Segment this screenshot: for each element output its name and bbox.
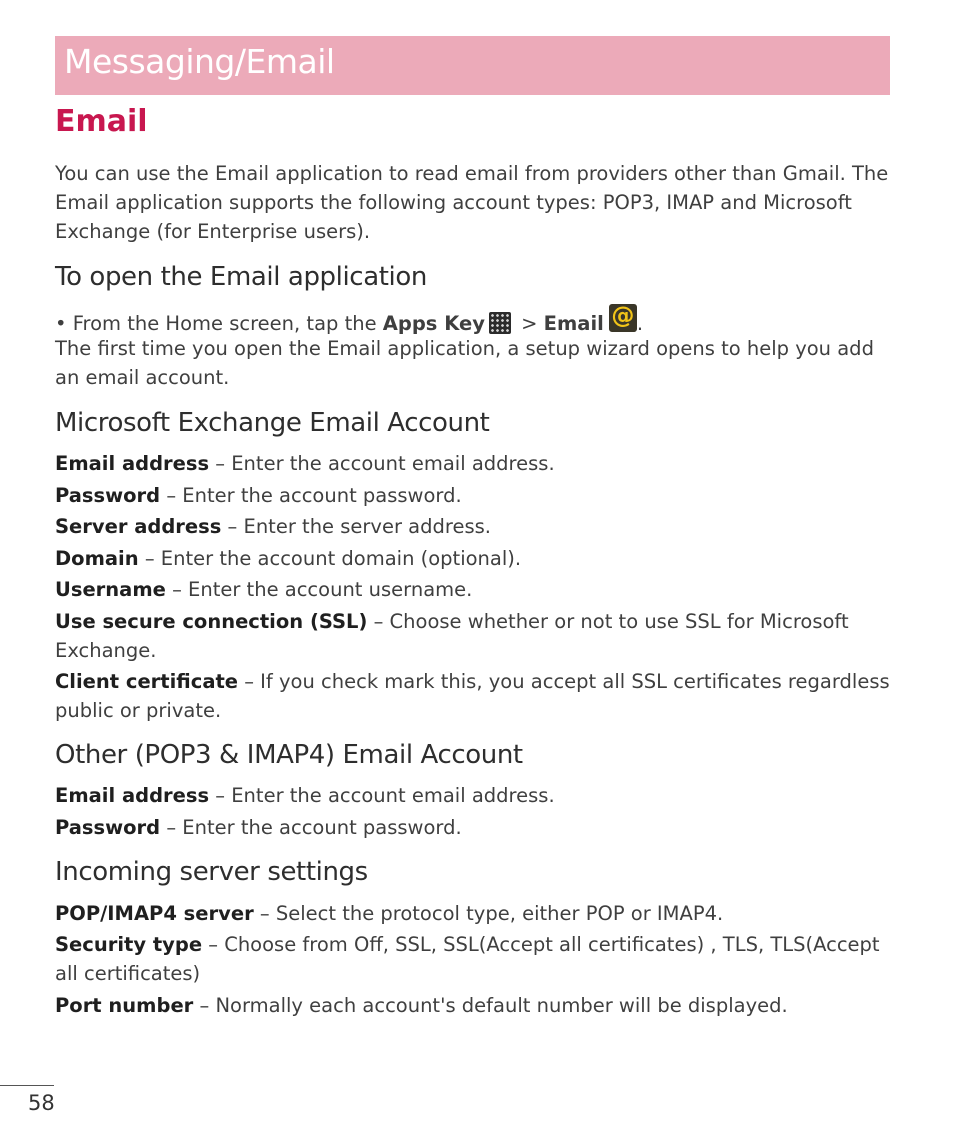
definition-description: – Choose whether or not to use SSL for Microsoft Exchange. [55,610,849,662]
definition-item [55,813,897,842]
definition-term: POP/IMAP4 server [55,902,254,925]
page-title: Messaging/Email [64,42,335,81]
definition-description: – If you check mark this, you accept all SSL certificates regardless public or private. [55,670,890,722]
separator: > [521,312,538,335]
page-number: 58 [28,1091,55,1115]
definition-description: – Enter the account password. [160,816,462,839]
definition-term: Use secure connection (SSL) [55,610,368,633]
definition-description: – Enter the account domain (optional). [138,547,522,570]
apps-grid-icon [489,312,511,334]
exchange-heading: Microsoft Exchange Email Account [55,408,490,438]
definition-description: – Select the protocol type, either POP or IMAP4. [253,902,724,925]
intro-paragraph: You can use the Email application to read email from providers other than Gmail. The Email application supports the following account types: POP3, IMAP and Microsoft Exchange (for Enterprise users). [55,162,889,243]
bullet-dot: • [55,312,73,335]
definition-item [55,481,897,510]
definition-item [55,607,897,665]
definition-item [55,991,897,1020]
definition-term: Server address [55,515,222,538]
definition-item [55,449,897,478]
header-banner [55,36,890,95]
email-label: Email [543,312,604,335]
definition-item [55,575,897,604]
definition-term: Password [55,816,161,839]
instruction-trailing: . [636,312,644,335]
definition-item [55,899,897,928]
other-heading: Other (POP3 & IMAP4) Email Account [55,740,523,770]
open-app-followup: The first time you open the Email application, a setup wizard opens to help you add an email account. [55,337,874,389]
footer-divider [0,1085,54,1086]
instruction-prefix: From the Home screen, tap the [72,312,383,335]
apps-key-label: Apps Key [382,312,485,335]
section-title: Email [55,104,148,139]
definition-term: Password [55,484,161,507]
definition-term: Client certificate [55,670,239,693]
definition-item [55,781,897,810]
incoming-heading: Incoming server settings [55,857,368,887]
definition-term: Email address [55,452,210,475]
definition-item [55,930,897,988]
definition-term: Email address [55,784,210,807]
open-app-instruction [55,304,643,338]
definition-term: Port number [55,994,194,1017]
definition-term: Security type [55,933,203,956]
definition-item [55,512,897,541]
email-at-icon: @ [609,304,637,332]
definition-term: Username [55,578,166,601]
definition-item [55,667,897,725]
definition-description: – Enter the account password. [160,484,462,507]
definition-description: – Enter the account email address. [209,784,555,807]
definition-term: Domain [55,547,139,570]
definition-description: – Enter the account email address. [209,452,555,475]
definition-description: – Choose from Off, SSL, SSL(Accept all certificates) , TLS, TLS(Accept all certificates) [55,933,880,985]
definition-item [55,544,897,573]
definition-description: – Enter the server address. [221,515,491,538]
definition-description: – Enter the account username. [165,578,473,601]
open-app-heading: To open the Email application [55,262,427,292]
definition-description: – Normally each account's default number will be displayed. [193,994,788,1017]
